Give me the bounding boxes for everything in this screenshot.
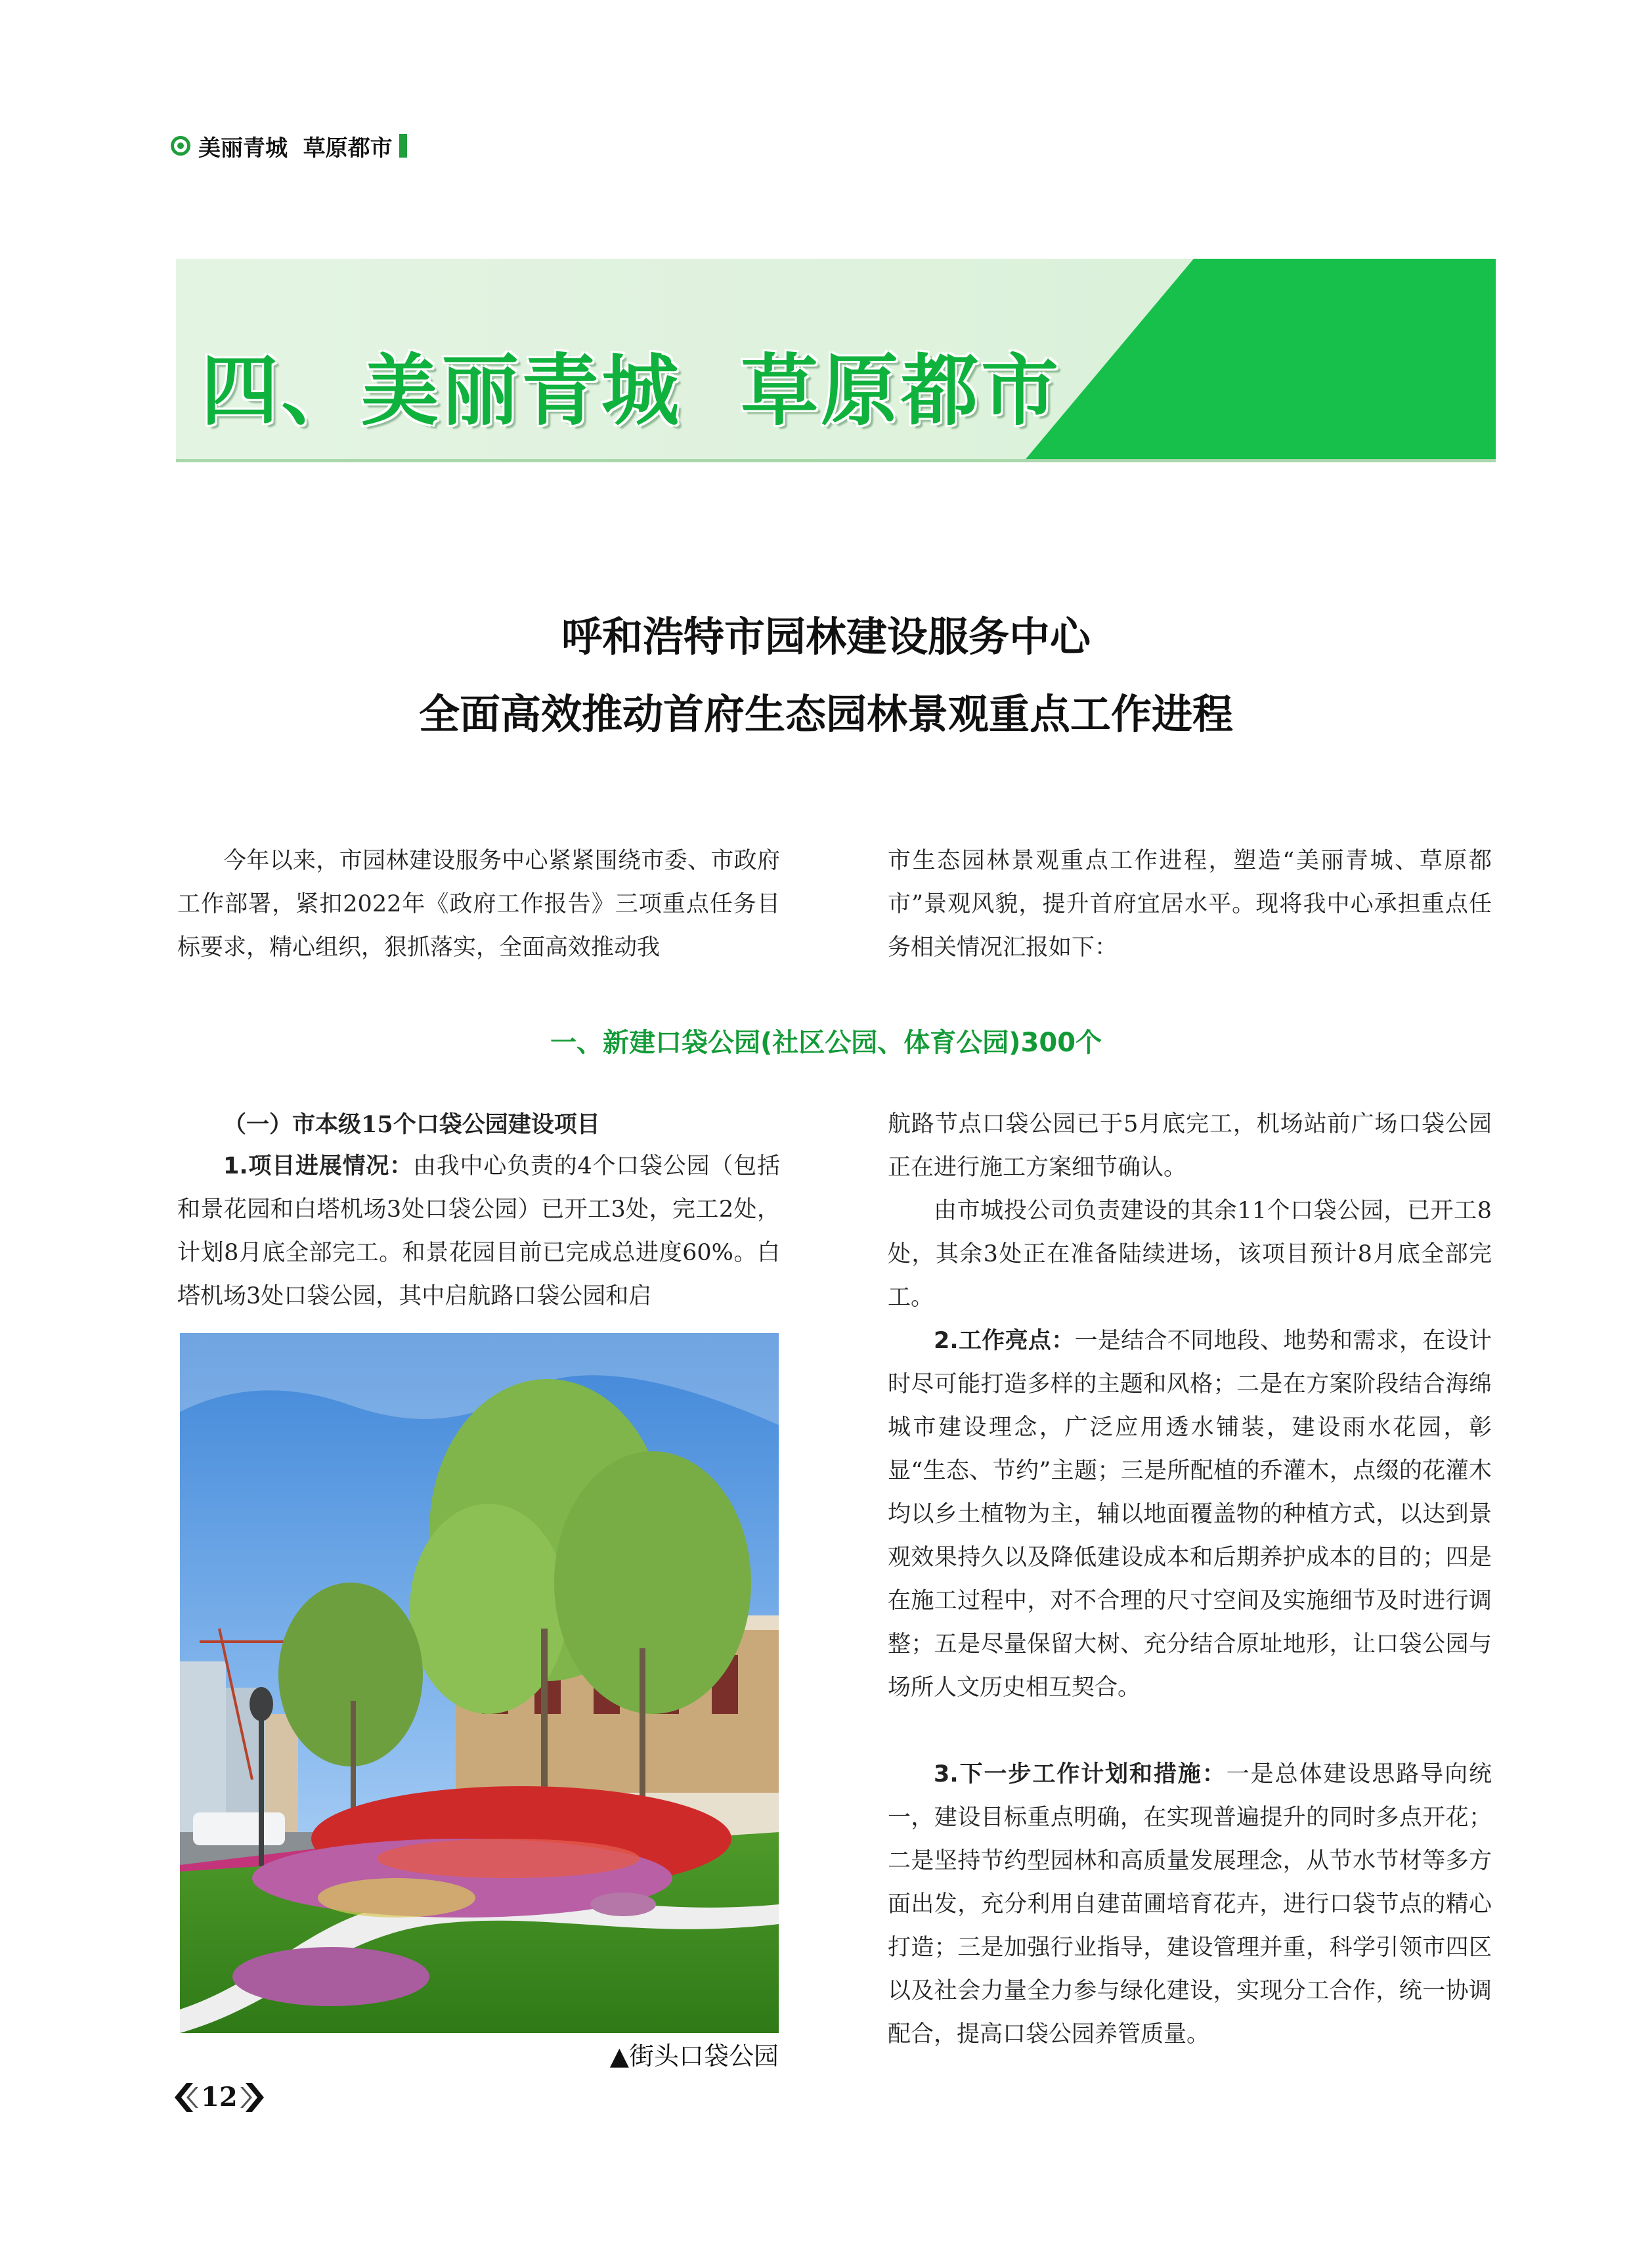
item2-label: 2.工作亮点： — [934, 1328, 1075, 1354]
running-header-bar — [399, 134, 407, 158]
photo-caption: ▲街头口袋公园 — [609, 2042, 779, 2071]
intro-left-paragraph: 今年以来，市园林建设服务中心紧紧围绕市委、市政府工作部署，紧扣2022年《政府工作报告》三项重点任务目标要求，精心组织，狠抓落实，全面高效推动我 — [177, 848, 780, 961]
target-circle-icon — [171, 136, 190, 156]
banner-green-wedge — [1023, 259, 1496, 462]
article-title-line2: 全面高效推动首府生态园林景观重点工作进程 — [418, 690, 1233, 738]
item3-text: 一是总体建设思路导向统一，建设目标重点明确，在实现普遍提升的同时多点开花；二是坚持节约型园林和高质量发展理念，从节水节材等多方面出发，充分利用自建苗圃培育花卉，进行口袋节点的精心打造；三是加强行业指导，建设管理并重，科学引领市四区以及社会力量全力参与绿化建设，实现分工合作，统一协调配合，提高口袋公园养管质量。 — [888, 1761, 1492, 2048]
page-number-value: 12 — [201, 2082, 238, 2113]
page-number — [173, 2082, 265, 2113]
right-chevron-icon — [240, 2083, 265, 2112]
subsection1-heading: （一）市本级15个口袋公园建设项目 — [223, 1111, 600, 1138]
banner-title: 四、美丽青城 草原都市 — [201, 345, 1062, 436]
intro-right-paragraph: 市生态园林景观重点工作进程，塑造“美丽青城、草原都市”景观风貌，提升首府宜居水平。现将我中心承担重点任务相关情况汇报如下： — [888, 848, 1492, 961]
item3-paragraph — [888, 1753, 1492, 2056]
section1-heading: 一、新建口袋公园(社区公园、体育公园)300个 — [550, 1028, 1102, 1058]
item1-label: 1.项目进展情况： — [223, 1153, 413, 1179]
item2-paragraph — [888, 1319, 1492, 1709]
left-chevron-icon — [173, 2083, 198, 2112]
running-header — [171, 129, 407, 163]
city-investment-paragraph: 由市城投公司负责建设的其余11个口袋公园，已开工8处，其余3处正在准备陆续进场，该项目预计8月底全部完工。 — [888, 1198, 1492, 1311]
item3-label: 3.下一步工作计划和措施： — [934, 1761, 1227, 1787]
item1-paragraph — [177, 1145, 780, 1318]
running-header-label: 美丽青城 草原都市 — [198, 135, 393, 162]
article-title-line1: 呼和浩特市园林建设服务中心 — [561, 613, 1091, 661]
pocket-park-photo — [180, 1333, 779, 2033]
item1-text: 由我中心负责的4个口袋公园（包括和景花园和白塔机场3处口袋公园）已开工3处，完工2处，计划8月底全部完工。和景花园目前已完成总进度60%。白塔机场3处口袋公园，其中启航路口袋公园和启 — [177, 1153, 780, 1309]
item2-text: 一是结合不同地段、地势和需求，在设计时尽可能打造多样的主题和风格；二是在方案阶段结合海绵城市建设理念，广泛应用透水铺装，建设雨水花园，彰显“生态、节约”主题；三是所配植的乔灌木，点缀的花灌木均以乡土植物为主，辅以地面覆盖物的种植方式，以达到景观效果持久以及降低建设成本和后期养护成本的目的；四是在施工过程中，对不合理的尺寸空间及实施细节及时进行调整；五是尽量保留大树、充分结合原址地形，让口袋公园与场所人文历史相互契合。 — [888, 1328, 1492, 1701]
item1-continued-paragraph: 航路节点口袋公园已于5月底完工，机场站前广场口袋公园正在进行施工方案细节确认。 — [888, 1111, 1492, 1181]
